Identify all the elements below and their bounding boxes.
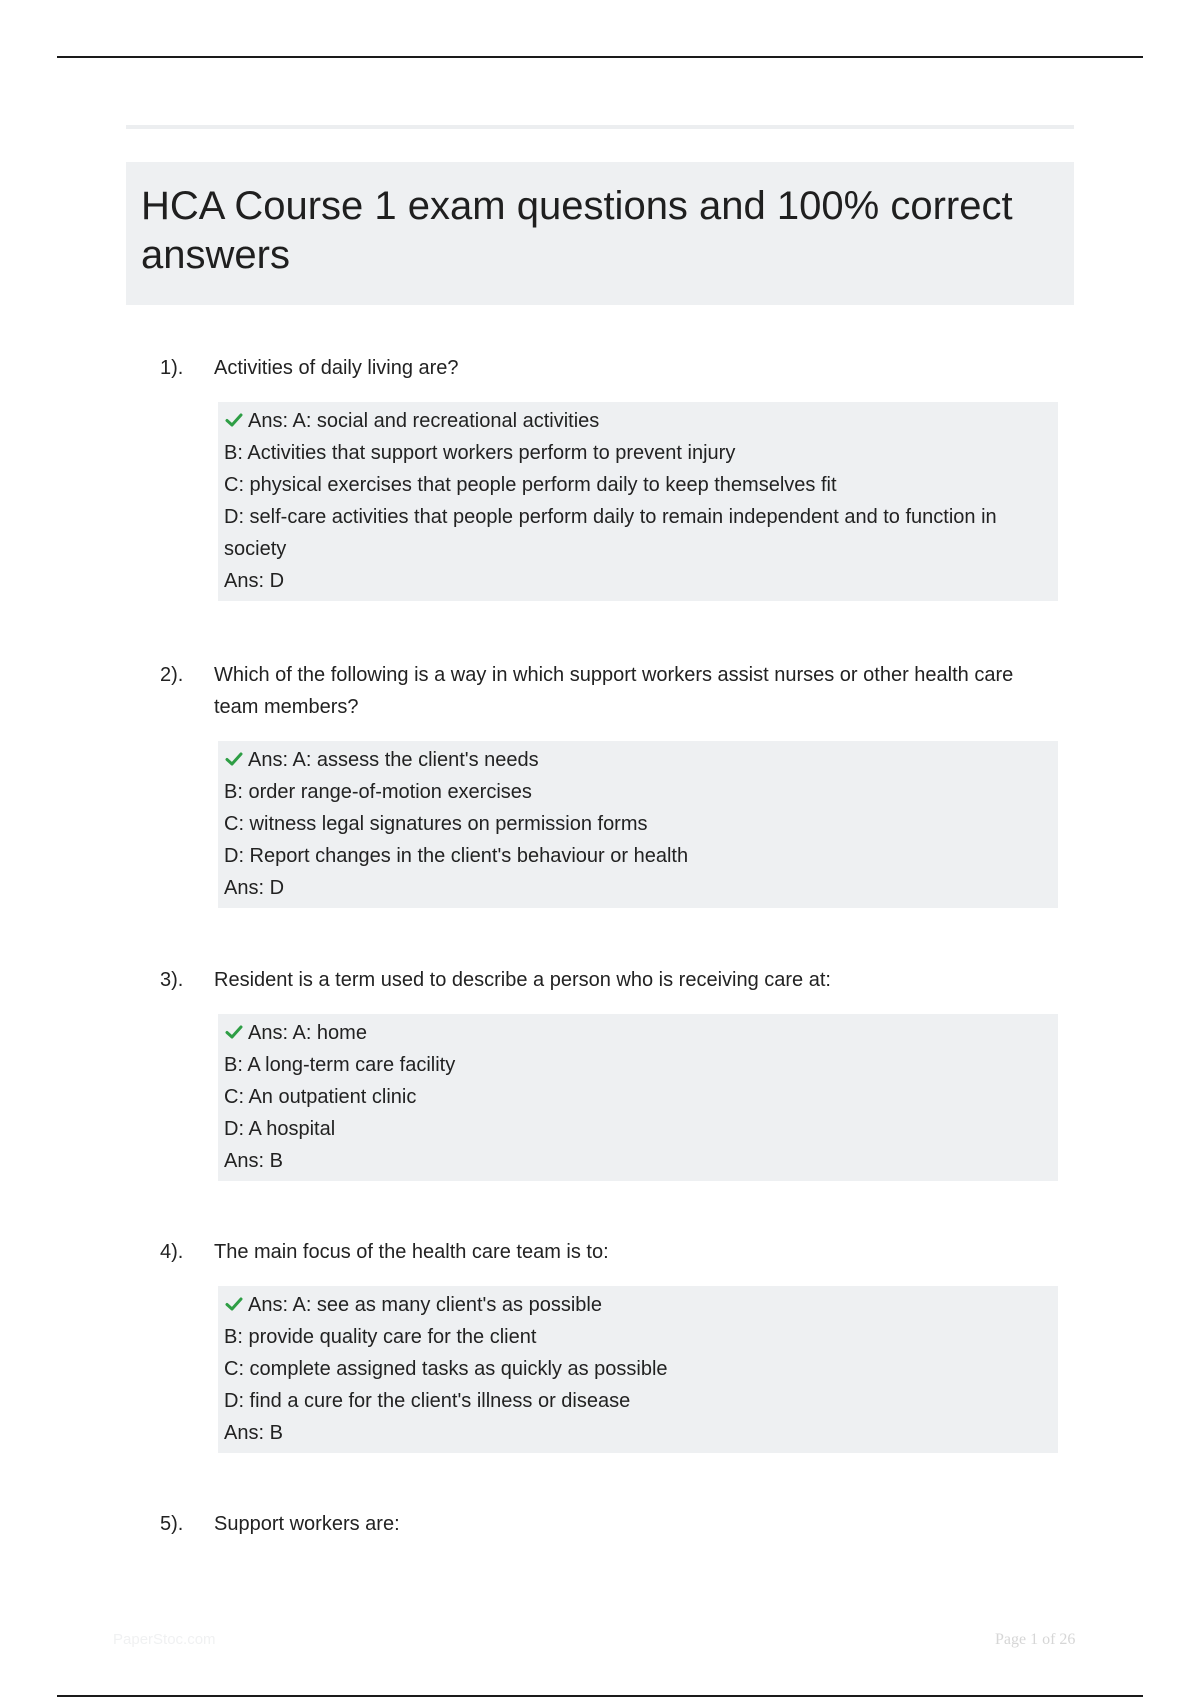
question-3 [160,964,1060,1181]
answer-option-d: D: self-care activities that people perform daily to remain independent and to function in society [224,506,997,560]
bottom-rule [57,1695,1143,1697]
check-icon [224,1294,244,1314]
answer-option-a: Ans: A: home [224,1017,1052,1049]
answer-option-b: B: provide quality care for the client [224,1326,537,1348]
answer-panel [218,1286,1058,1453]
top-rule [57,56,1143,58]
answer-option-c: C: An outpatient clinic [224,1086,417,1108]
correct-answer: Ans: D [224,877,285,899]
page-title: HCA Course 1 exam questions and 100% correct answers [141,184,1013,277]
question-5 [160,1508,1060,1540]
question-2 [160,659,1060,908]
answer-panel [218,741,1058,908]
question-text: Activities of daily living are? [214,357,459,379]
question-text: The main focus of the health care team is to: [214,1241,609,1263]
question-number: 4). [160,1241,184,1263]
correct-answer: Ans: B [224,1150,283,1172]
answer-option-a: Ans: A: assess the client's needs [224,744,1052,776]
check-icon [224,410,244,430]
question-1 [160,352,1060,601]
answer-option-b: B: A long-term care facility [224,1054,456,1076]
answer-option-d: D: A hospital [224,1118,336,1140]
question-number: 1). [160,357,184,379]
answer-option-c: C: witness legal signatures on permission forms [224,813,648,835]
answer-panel [218,1014,1058,1181]
question-number: 5). [160,1513,184,1535]
check-icon [224,749,244,769]
answer-option-b: B: Activities that support workers perform to prevent injury [224,442,736,464]
answer-option-a: Ans: A: social and recreational activities [224,405,1052,437]
check-icon [224,1022,244,1042]
answer-option-c: C: complete assigned tasks as quickly as possible [224,1358,668,1380]
question-4 [160,1236,1060,1453]
answer-option-c: C: physical exercises that people perform daily to keep themselves fit [224,474,837,496]
answer-option-d: D: Report changes in the client's behaviour or health [224,845,689,867]
question-number: 2). [160,664,184,686]
title-banner [126,162,1074,305]
correct-answer: Ans: B [224,1422,283,1444]
question-text: Which of the following is a way in which support workers assist nurses or other health care team members? [214,664,1014,718]
header-divider [126,125,1074,129]
question-text: Resident is a term used to describe a person who is receiving care at: [214,969,831,991]
question-number: 3). [160,969,184,991]
watermark-text: PaperStoc.com [113,1631,216,1648]
correct-answer: Ans: D [224,570,285,592]
answer-panel [218,402,1058,601]
question-text: Support workers are: [214,1513,400,1535]
page-number: Page 1 of 26 [995,1631,1076,1648]
answer-option-a: Ans: A: see as many client's as possible [224,1289,1052,1321]
answer-option-b: B: order range-of-motion exercises [224,781,532,803]
answer-option-d: D: find a cure for the client's illness or disease [224,1390,631,1412]
